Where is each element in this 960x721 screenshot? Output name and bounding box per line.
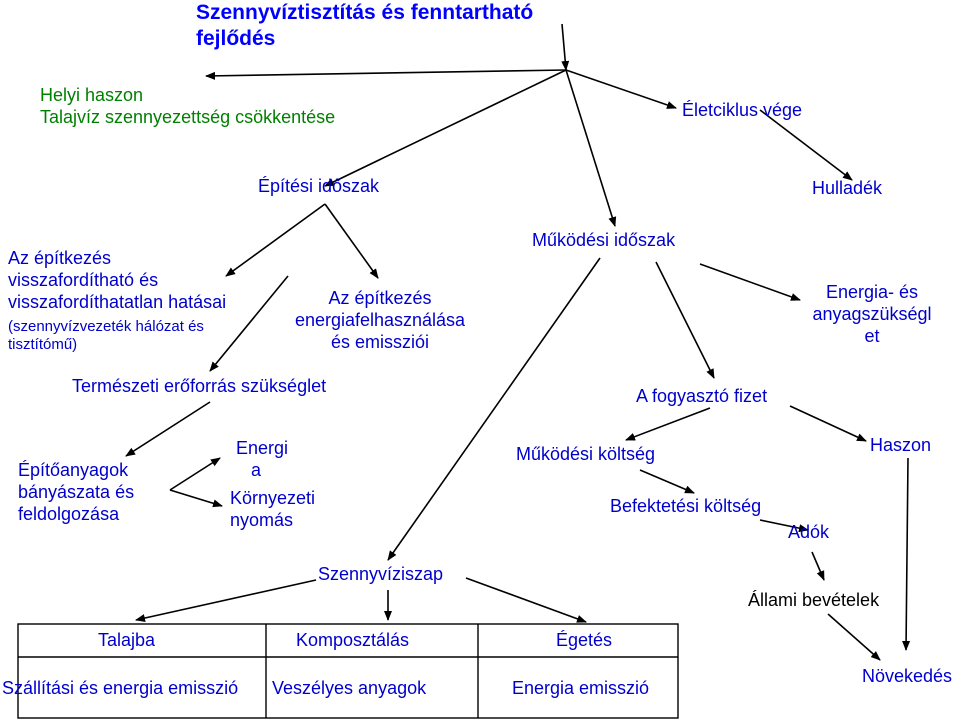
state-revenue-label: Állami bevételek: [748, 590, 880, 610]
arrow-operating-to-energy-need: [700, 264, 800, 300]
diagram-title: Szennyvíztisztítás és fenntartható fejlődés: [196, 1, 534, 50]
arrow-natural-resource-to-materials: [126, 402, 210, 456]
energy-label: Energi a: [236, 438, 289, 480]
local-benefit-label: Helyi haszon Talajvíz szennyezettség csökkentése: [40, 85, 336, 127]
natural-resource-need-label: Természeti erőforrás szükséglet: [72, 376, 327, 396]
taxes-label: Adók: [788, 522, 830, 542]
waste-label: Hulladék: [812, 178, 883, 198]
arrow-operating-cost-to-investment: [640, 470, 694, 493]
incineration-cell: Égetés: [556, 630, 613, 650]
end-of-life-label: Életciklus vége: [682, 100, 803, 120]
profit-label: Haszon: [870, 435, 932, 455]
arrow-profit-to-growth: [906, 458, 908, 650]
investment-cost-label: Befektetési költség: [610, 496, 762, 516]
arrow-sludge-to-incineration: [466, 578, 586, 622]
arrow-taxes-to-state-revenue: [812, 552, 824, 580]
construction-effects-label: Az építkezés visszafordítható és visszafordíthatatlan hatásai: [8, 248, 227, 312]
arrow-state-revenue-to-growth: [828, 614, 880, 660]
arrow-consumer-to-operating-cost: [626, 408, 710, 440]
operating-cost-label: Működési költség: [516, 444, 656, 464]
arrow-materials-to-energy: [170, 458, 220, 490]
sewage-sludge-label: Szennyvíziszap: [318, 564, 444, 584]
arrow-to-construction-period: [325, 70, 566, 186]
environmental-pressure-label: Környezeti nyomás: [230, 488, 316, 530]
arrow-consumer-to-profit: [790, 406, 866, 441]
arrow-materials-to-environment: [170, 490, 222, 506]
arrow-operating-to-consumer: [656, 262, 714, 378]
soil-cell: Talajba: [98, 630, 156, 650]
construction-period-label: Építési időszak: [258, 176, 380, 196]
building-materials-label: Építőanyagok bányászata és feldolgozása: [18, 460, 135, 524]
transport-emission-cell: Szállítási és energia emisszió: [2, 678, 239, 698]
arrow-to-local-benefit: [206, 70, 566, 76]
construction-effects-note: (szennyvízvezeték hálózat és tisztítómű): [8, 318, 204, 354]
consumer-pays-label: A fogyasztó fizet: [636, 386, 768, 406]
arrow-construction-to-energy: [325, 204, 378, 278]
construction-energy-label: Az építkezés energiafelhasználása és emissziói: [294, 288, 466, 352]
hazardous-materials-cell: Veszélyes anyagok: [272, 678, 427, 698]
energy-emission-cell: Energia emisszió: [512, 678, 650, 698]
arrow-title-to-end-of-life: [566, 70, 676, 108]
energy-material-need-label: Energia- és anyagszükségl et: [812, 282, 932, 346]
arrow-to-end-of-life: [562, 24, 566, 70]
arrow-construction-to-effects: [226, 204, 325, 276]
composting-cell: Komposztálás: [296, 630, 410, 650]
growth-label: Növekedés: [862, 666, 953, 686]
arrow-to-operating-period: [566, 70, 615, 226]
operating-period-label: Működési időszak: [532, 230, 676, 250]
arrow-sludge-to-soil: [136, 580, 316, 620]
